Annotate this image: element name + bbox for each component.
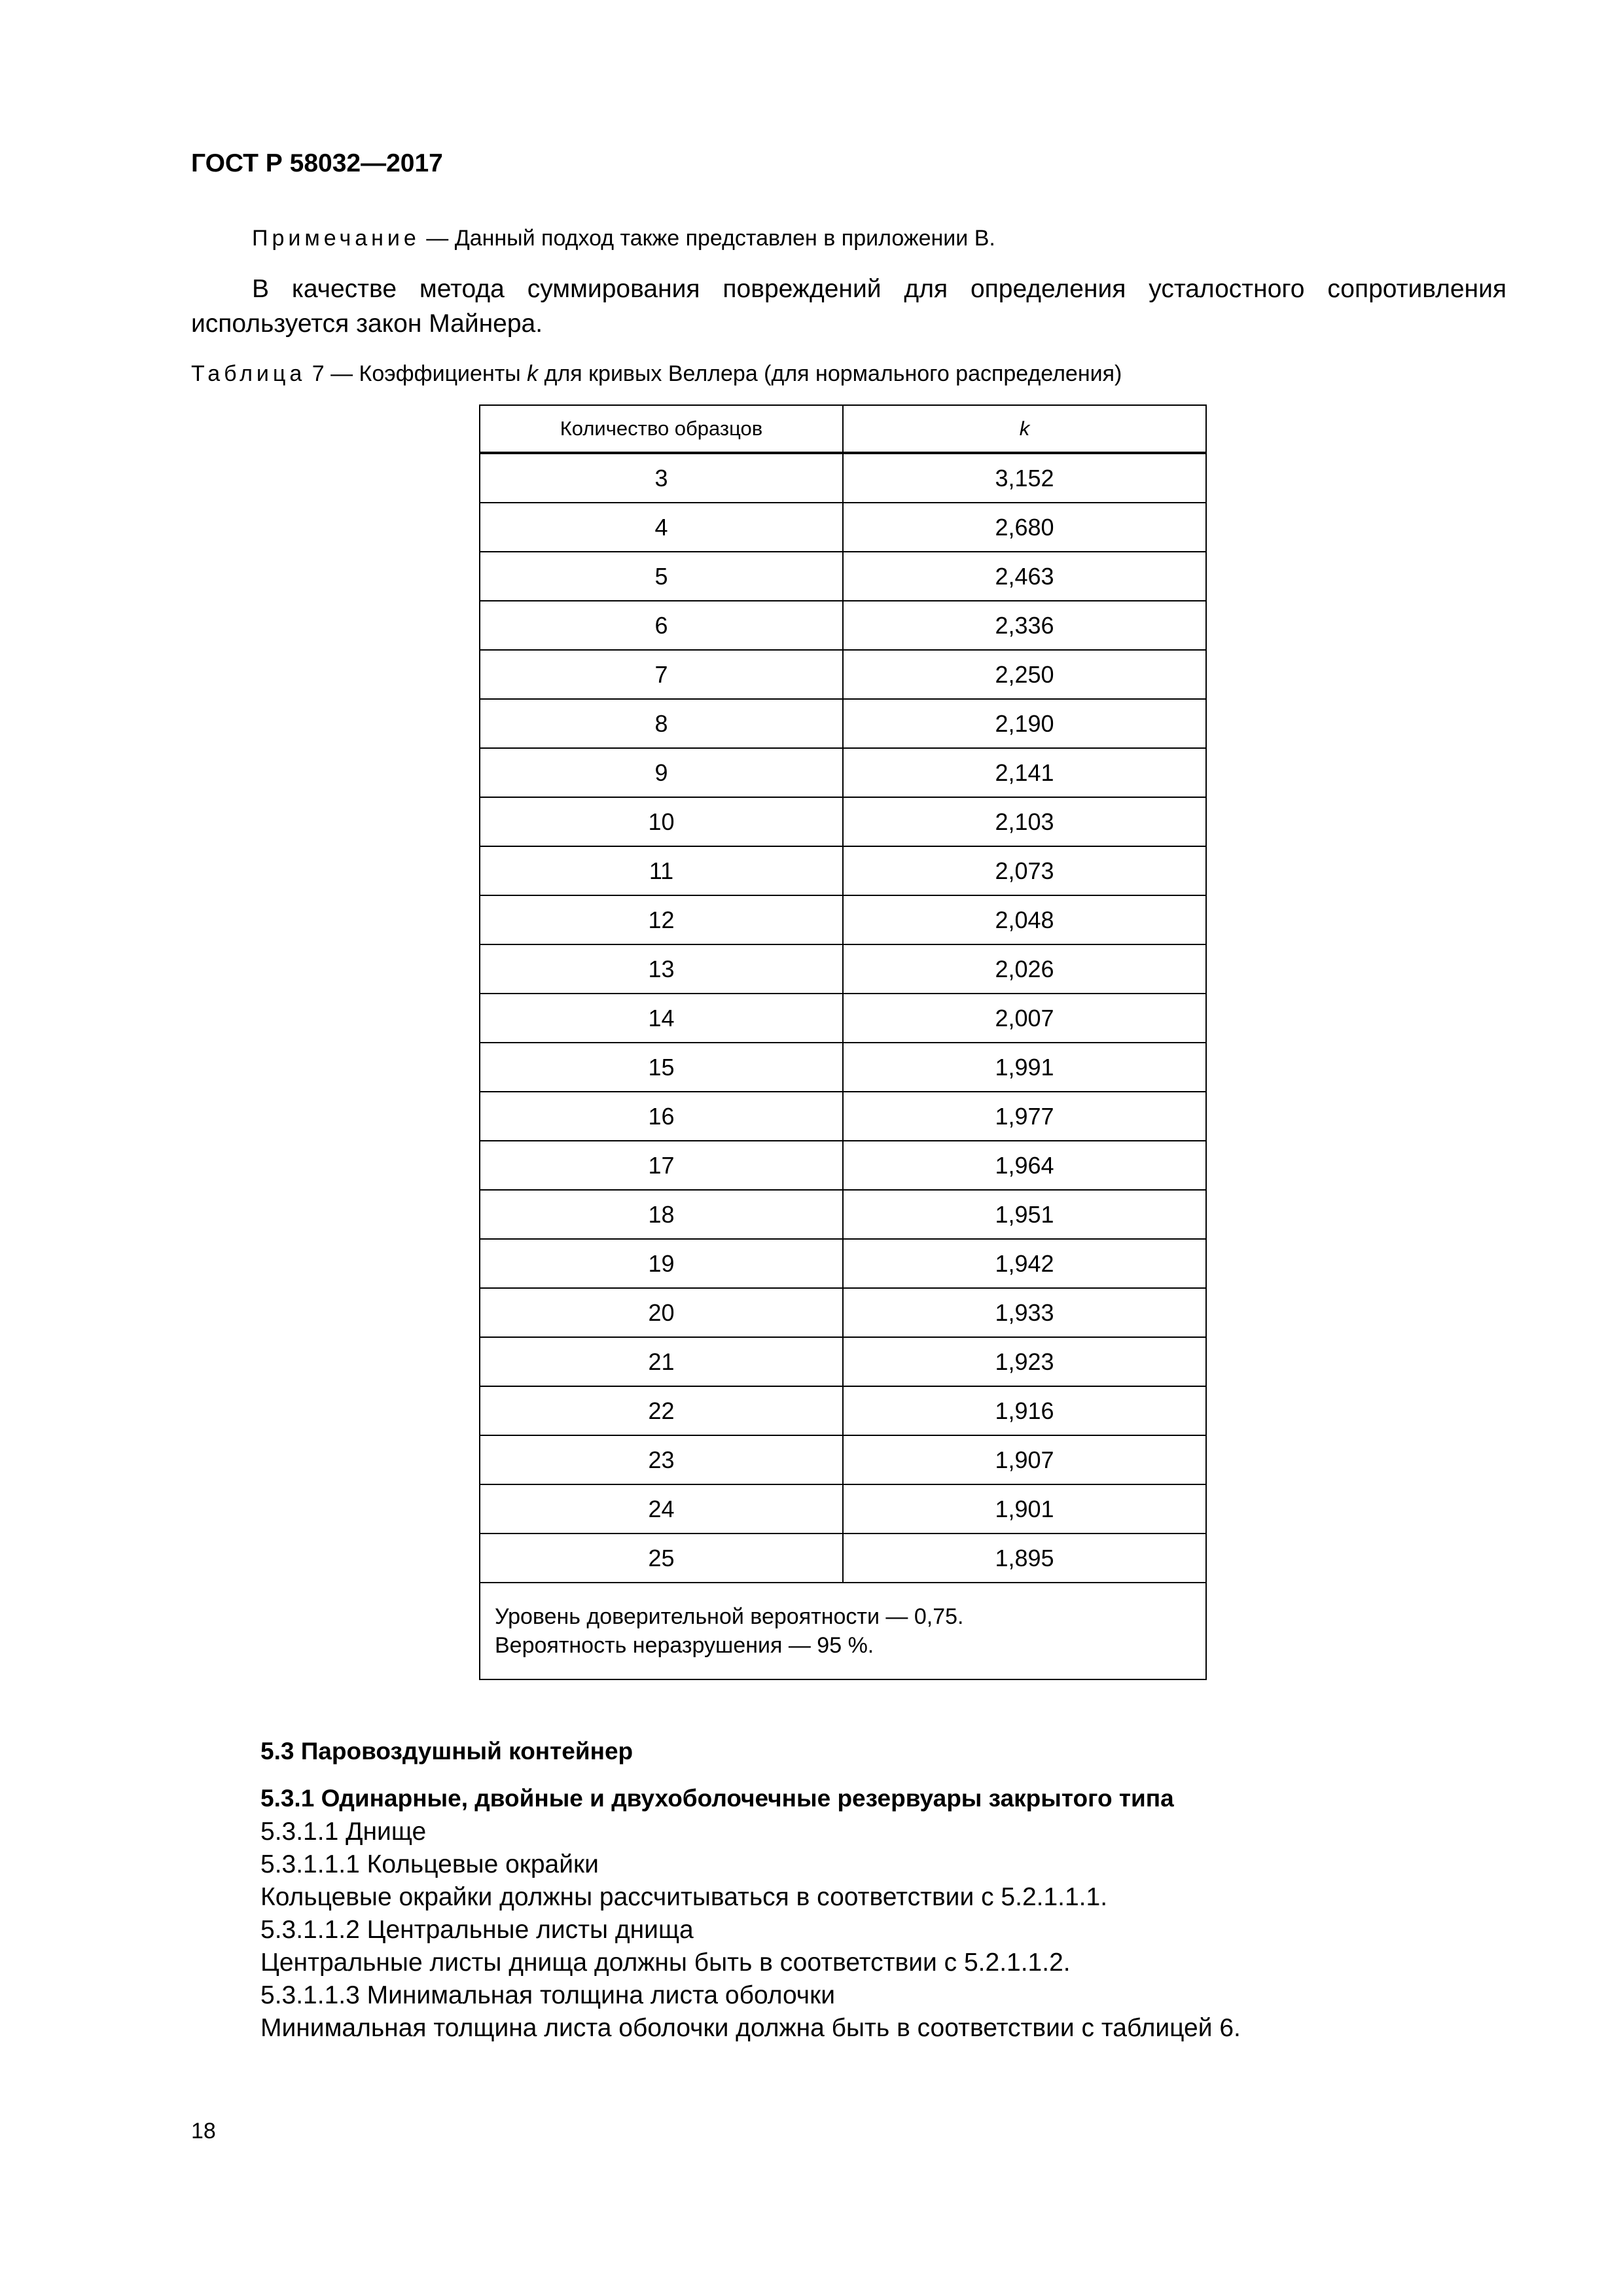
sample-count-cell: 10 <box>480 797 843 846</box>
k-value-cell: 2,680 <box>843 503 1206 552</box>
sample-count-cell: 15 <box>480 1043 843 1092</box>
table-row <box>480 1288 1206 1337</box>
note <box>252 226 995 251</box>
k-value-cell: 2,073 <box>843 846 1206 895</box>
section-line: 5.3.1.1.3 Минимальная толщина листа оболочки <box>260 1981 835 2009</box>
sample-count-cell: 16 <box>480 1092 843 1141</box>
k-value-cell: 2,103 <box>843 797 1206 846</box>
section-line: Центральные листы днища должны быть в соответствии с 5.2.1.1.2. <box>260 1948 1071 1977</box>
sample-count-cell: 5 <box>480 552 843 601</box>
table-caption-number: 7 — Коэффициенты <box>306 361 527 386</box>
table-row <box>480 1043 1206 1092</box>
table-row <box>480 650 1206 699</box>
table-row <box>480 797 1206 846</box>
table-footnote <box>480 1583 1206 1679</box>
k-value-cell: 1,991 <box>843 1043 1206 1092</box>
sample-count-cell: 4 <box>480 503 843 552</box>
table-row <box>480 1484 1206 1534</box>
page-number: 18 <box>191 2119 216 2144</box>
k-value-cell: 1,916 <box>843 1386 1206 1435</box>
k-value-cell: 1,895 <box>843 1534 1206 1583</box>
table-row <box>480 944 1206 994</box>
table-row <box>480 994 1206 1043</box>
section-line: Кольцевые окрайки должны рассчитываться в соответствии с 5.2.1.1.1. <box>260 1883 1108 1911</box>
note-text: — Данный подход также представлен в приложении В. <box>419 226 995 251</box>
sample-count-cell: 7 <box>480 650 843 699</box>
table-row <box>480 503 1206 552</box>
sample-count-cell: 11 <box>480 846 843 895</box>
k-value-cell: 1,933 <box>843 1288 1206 1337</box>
sample-count-cell: 25 <box>480 1534 843 1583</box>
table-row <box>480 601 1206 650</box>
document-code: ГОСТ Р 58032—2017 <box>191 149 443 177</box>
sample-count-cell: 18 <box>480 1190 843 1239</box>
k-value-cell: 2,250 <box>843 650 1206 699</box>
table-caption <box>191 361 1122 387</box>
sample-count-cell: 9 <box>480 748 843 797</box>
table-caption-label: Таблица <box>191 361 306 386</box>
footnote-line: Вероятность неразрушения — 95 %. <box>495 1633 874 1658</box>
table-row <box>480 846 1206 895</box>
table-row <box>480 895 1206 944</box>
sample-count-cell: 20 <box>480 1288 843 1337</box>
k-value-cell: 2,141 <box>843 748 1206 797</box>
header-sample-count: Количество образцов <box>480 405 843 453</box>
sample-count-cell: 22 <box>480 1386 843 1435</box>
header-k: k <box>843 405 1206 453</box>
body-paragraph: В качестве метода суммирования повреждений для определения усталостного сопротивления используется закон Майнера. <box>191 275 1507 338</box>
k-value-cell: 2,336 <box>843 601 1206 650</box>
table-row <box>480 1141 1206 1190</box>
section-heading: 5.3 Паровоздушный контейнер <box>260 1738 633 1765</box>
section-lines <box>260 1816 1241 2045</box>
table-row <box>480 1239 1206 1288</box>
sample-count-cell: 17 <box>480 1141 843 1190</box>
k-value-cell: 1,907 <box>843 1435 1206 1484</box>
table-caption-k: k <box>527 361 539 386</box>
table-row <box>480 453 1206 503</box>
table-row <box>480 699 1206 748</box>
sample-count-cell: 14 <box>480 994 843 1043</box>
sample-count-cell: 21 <box>480 1337 843 1386</box>
table-footnote-row <box>480 1583 1206 1679</box>
sample-count-cell: 19 <box>480 1239 843 1288</box>
sample-count-cell: 12 <box>480 895 843 944</box>
table-row <box>480 552 1206 601</box>
section-line: 5.3.1.1.2 Центральные листы днища <box>260 1916 694 1944</box>
sample-count-cell: 13 <box>480 944 843 994</box>
k-value-cell: 1,942 <box>843 1239 1206 1288</box>
sample-count-cell: 23 <box>480 1435 843 1484</box>
note-label: Примечание <box>252 226 420 251</box>
sample-count-cell: 3 <box>480 453 843 503</box>
footnote-line: Уровень доверительной вероятности — 0,75. <box>495 1604 964 1629</box>
table-row <box>480 1190 1206 1239</box>
sample-count-cell: 8 <box>480 699 843 748</box>
coefficients-table <box>479 404 1207 1680</box>
table-row <box>480 1534 1206 1583</box>
k-value-cell: 1,923 <box>843 1337 1206 1386</box>
table-header-row <box>480 405 1206 453</box>
table-caption-rest: для кривых Веллера (для нормального распределения) <box>538 361 1122 386</box>
k-value-cell: 1,977 <box>843 1092 1206 1141</box>
section-line: Минимальная толщина листа оболочки должна быть в соответствии с таблицей 6. <box>260 2014 1241 2042</box>
k-value-cell: 1,901 <box>843 1484 1206 1534</box>
table-row <box>480 1092 1206 1141</box>
table-row <box>480 1337 1206 1386</box>
k-value-cell: 2,048 <box>843 895 1206 944</box>
table-row <box>480 1435 1206 1484</box>
subsection-heading: 5.3.1 Одинарные, двойные и двухоболочечные резервуары закрытого типа <box>260 1785 1174 1812</box>
table-body <box>480 453 1206 1679</box>
k-value-cell: 1,951 <box>843 1190 1206 1239</box>
section-line: 5.3.1.1.1 Кольцевые окрайки <box>260 1850 599 1878</box>
table-row <box>480 748 1206 797</box>
k-value-cell: 2,026 <box>843 944 1206 994</box>
k-value-cell: 3,152 <box>843 453 1206 503</box>
sample-count-cell: 24 <box>480 1484 843 1534</box>
k-value-cell: 2,463 <box>843 552 1206 601</box>
k-value-cell: 2,007 <box>843 994 1206 1043</box>
table-row <box>480 1386 1206 1435</box>
k-value-cell: 2,190 <box>843 699 1206 748</box>
k-value-cell: 1,964 <box>843 1141 1206 1190</box>
sample-count-cell: 6 <box>480 601 843 650</box>
section-line: 5.3.1.1 Днище <box>260 1818 427 1846</box>
